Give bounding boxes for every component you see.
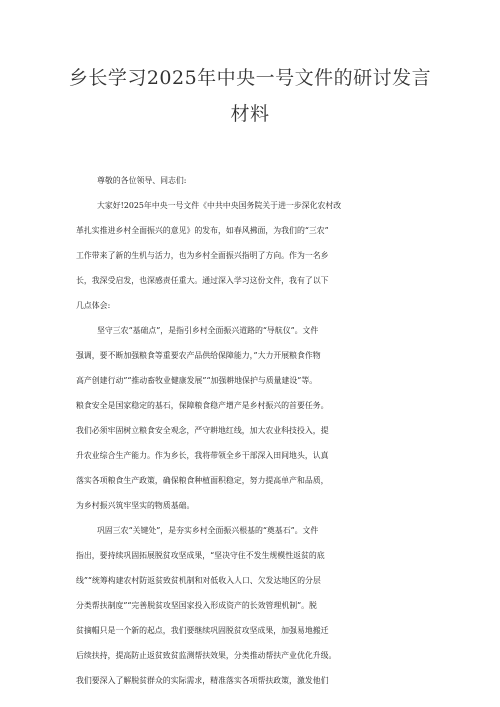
body-line: 长，我深受启发，也深感责任重大。通过深入学习这份文件，我有了以下 xyxy=(76,276,329,285)
body-line: 几点体会: xyxy=(76,301,111,310)
body-line: 工作带来了新的生机与活力，也为乡村全面振兴指明了方向。作为一名乡 xyxy=(76,251,329,260)
body-line: 强调，要不断加强粮食等重要农产品供给保障能力，”大力开展粮食作物 xyxy=(76,351,321,360)
body-line: 革扎实推进乡村全面振兴的意见》的发布，如春风拂面，为我们的“三农” xyxy=(76,226,329,235)
body-line: 大家好!2025年中央一号文件《中共中央国务院关于进一步深化农村改 xyxy=(97,201,342,210)
body-line: 高产创建行动”“推动畜牧业健康发展”“加强耕地保护与质量建设”等。 xyxy=(76,376,318,385)
salutation: 尊敬的各位领导、同志们: xyxy=(97,176,187,185)
body-line: 线”“统筹构建农村防返贫致贫机制和对低收入人口、欠发达地区的分层 xyxy=(76,576,321,585)
document-title-line-1: 乡长学习2025年中央一号文件的研讨发言 xyxy=(68,67,432,89)
body-line: 我们必须牢固树立粮食安全观念，严守耕地红线，加大农业科技投入，提 xyxy=(76,426,329,435)
body-line: 粮食安全是国家稳定的基石，保障粮食稳产增产是乡村振兴的首要任务。 xyxy=(76,401,329,410)
body-line: 为乡村振兴筑牢坚实的物质基础。 xyxy=(76,501,195,510)
body-line: 坚守三农“基础点”，是指引乡村全面振兴道路的“导航仪”。文件 xyxy=(97,326,319,335)
body-line: 指出，要持续巩固拓展脱贫攻坚成果，“坚决守住不发生规模性返贫的底 xyxy=(76,551,325,560)
body-line: 后续扶持，提高防止返贫致贫监测帮扶效果，分类推动帮扶产业优化升级。 xyxy=(76,651,337,660)
body-line: 我们要深入了解脱贫群众的实际需求，精准落实各项帮扶政策，激发他们 xyxy=(76,676,329,685)
body-line: 落实各项粮食生产政策，确保粮食种植面积稳定，努力提高单产和品质， xyxy=(76,476,329,485)
body-line: 贫摘帽只是一个新的起点，我们要继续巩固脱贫攻坚成果，加强易地搬迁 xyxy=(76,626,329,635)
body-line: 升农业综合生产能力。作为乡长，我将带领全乡干部深入田间地头，认真 xyxy=(76,451,329,460)
body-line: 分类帮扶制度”“完善脱贫攻坚国家投入形成资产的长效管理机制”。脱 xyxy=(76,601,317,610)
body-line: 巩固三农“关键处”，是夯实乡村全面振兴根基的“奠基石”。文件 xyxy=(97,526,319,535)
document-title-line-2: 材料 xyxy=(230,103,270,125)
